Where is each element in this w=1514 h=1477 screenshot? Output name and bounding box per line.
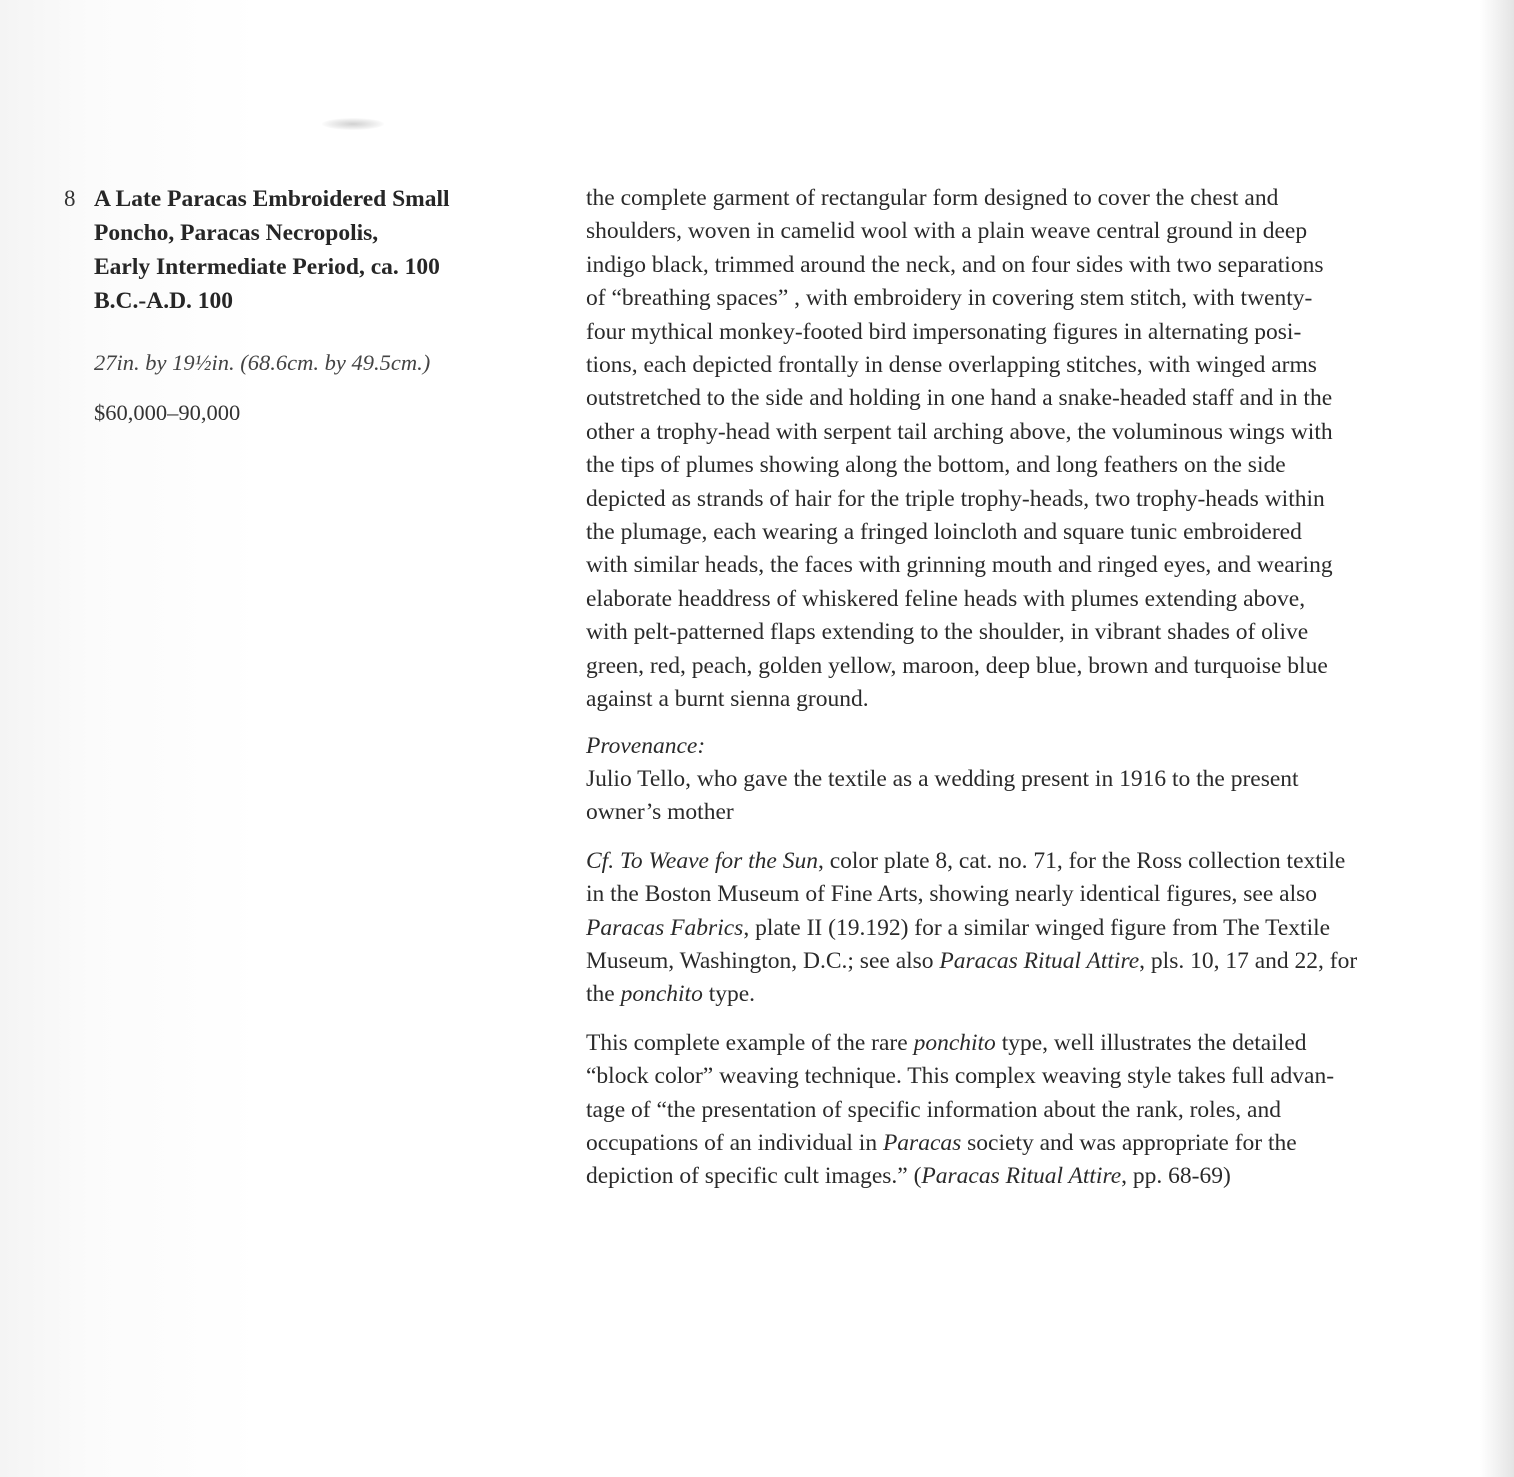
description-line: elaborate headdress of whiskered feline heads with plumes extending above,: [586, 585, 1306, 612]
book-title: Paracas Ritual Attire: [939, 947, 1140, 974]
note-text: occupations of an individual in: [586, 1129, 883, 1156]
note-paragraph: [586, 1027, 1491, 1194]
provenance-line: Julio Tello, who gave the textile as a wedding present in 1916 to the present: [586, 765, 1299, 792]
description-paragraph: [586, 182, 1491, 717]
note-line: “block color” weaving technique. This complex weaving style takes full advan-: [586, 1063, 1335, 1090]
description-line: green, red, peach, golden yellow, maroon, deep blue, brown and turquoise blue: [586, 652, 1328, 679]
lot-title-line: B.C.-A.D. 100: [94, 288, 234, 314]
description-line: with pelt-patterned flaps extending to the shoulder, in vibrant shades of olive: [586, 619, 1309, 646]
note-text: depiction of specific cult images.” (: [586, 1163, 922, 1190]
comparison-line: [586, 945, 1491, 978]
lot-dimensions: 27in. by 19½in. (68.6cm. by 49.5cm.): [94, 350, 431, 375]
book-title: Paracas Ritual Attire: [921, 1163, 1122, 1190]
comparison-text: , plate II (19.192) for a similar winged figure from The Textile: [743, 914, 1331, 941]
description-line: of “breathing spaces” , with embroidery in covering stem stitch, with twenty-: [586, 285, 1313, 312]
term: Paracas: [882, 1129, 962, 1156]
description-line: indigo black, trimmed around the neck, and on four sides with two separations: [586, 251, 1324, 278]
book-title: Paracas Fabrics: [586, 914, 744, 941]
description-line: depicted as strands of hair for the triple trophy-heads, two trophy-heads within: [586, 485, 1325, 512]
term: ponchito: [620, 981, 703, 1008]
description-line: outstretched to the side and holding in one hand a snake-headed staff and in the: [586, 385, 1333, 412]
provenance-label: Provenance:: [586, 732, 706, 759]
description-line: the tips of plumes showing along the bottom, and long feathers on the side: [586, 452, 1286, 479]
description-line: four mythical monkey-footed bird impersonating figures in alternating posi-: [586, 318, 1302, 345]
note-text: society and was appropriate for the: [961, 1129, 1297, 1156]
lot-title: [94, 182, 524, 318]
description-line: tions, each depicted frontally in dense overlapping stitches, with winged arms: [586, 352, 1317, 379]
description-line: the complete garment of rectangular form designed to cover the chest and: [586, 185, 1279, 211]
description-line: against a burnt sienna ground.: [586, 686, 869, 713]
lot-essay: [586, 182, 1491, 1194]
comparison-text: Museum, Washington, D.C.; see also: [586, 947, 940, 974]
provenance-line: owner’s mother: [586, 799, 734, 826]
description-line: the plumage, each wearing a fringed loincloth and square tunic embroidered: [586, 519, 1302, 546]
comparison-line: [586, 845, 1491, 878]
lot-title-line: Poncho, Paracas Necropolis,: [94, 220, 379, 246]
lot-title-line: A Late Paracas Embroidered Small: [94, 186, 450, 212]
lot-title-line: Early Intermediate Period, ca. 100: [94, 254, 440, 280]
lot-estimate: $60,000–90,000: [94, 400, 241, 425]
comparison-text: , color plate 8, cat. no. 71, for the Ross collection textile: [817, 847, 1346, 874]
book-title: Cf. To Weave for the Sun: [586, 847, 818, 874]
description-line: shoulders, woven in camelid wool with a plain weave central ground in deep: [586, 218, 1308, 245]
note-line: tage of “the presentation of specific information about the rank, roles, and: [586, 1096, 1281, 1123]
comparison-line: [586, 978, 1491, 1011]
comparison-text: the: [586, 981, 621, 1008]
comparison-paragraph: [586, 845, 1491, 1012]
note-text: , pp. 68-69): [1121, 1163, 1231, 1190]
scan-smudge: [322, 118, 384, 130]
term: ponchito: [913, 1029, 996, 1056]
note-line: [586, 1160, 1491, 1193]
comparison-text: , pls. 10, 17 and 22, for: [1139, 947, 1358, 974]
comparison-line: in the Boston Museum of Fine Arts, showing nearly identical figures, see also: [586, 881, 1318, 908]
note-line: [586, 1027, 1491, 1060]
description-line: other a trophy-head with serpent tail arching above, the voluminous wings with: [586, 418, 1333, 445]
comparison-line: [586, 912, 1491, 945]
lot-number: 8: [64, 186, 76, 211]
comparison-text: type.: [702, 981, 756, 1008]
description-line: with similar heads, the faces with grinning mouth and ringed eyes, and wearing: [586, 552, 1333, 579]
note-text: type, well illustrates the detailed: [995, 1029, 1307, 1056]
provenance-text: [586, 763, 1491, 830]
note-text: This complete example of the rare: [586, 1029, 914, 1056]
note-line: [586, 1127, 1491, 1160]
